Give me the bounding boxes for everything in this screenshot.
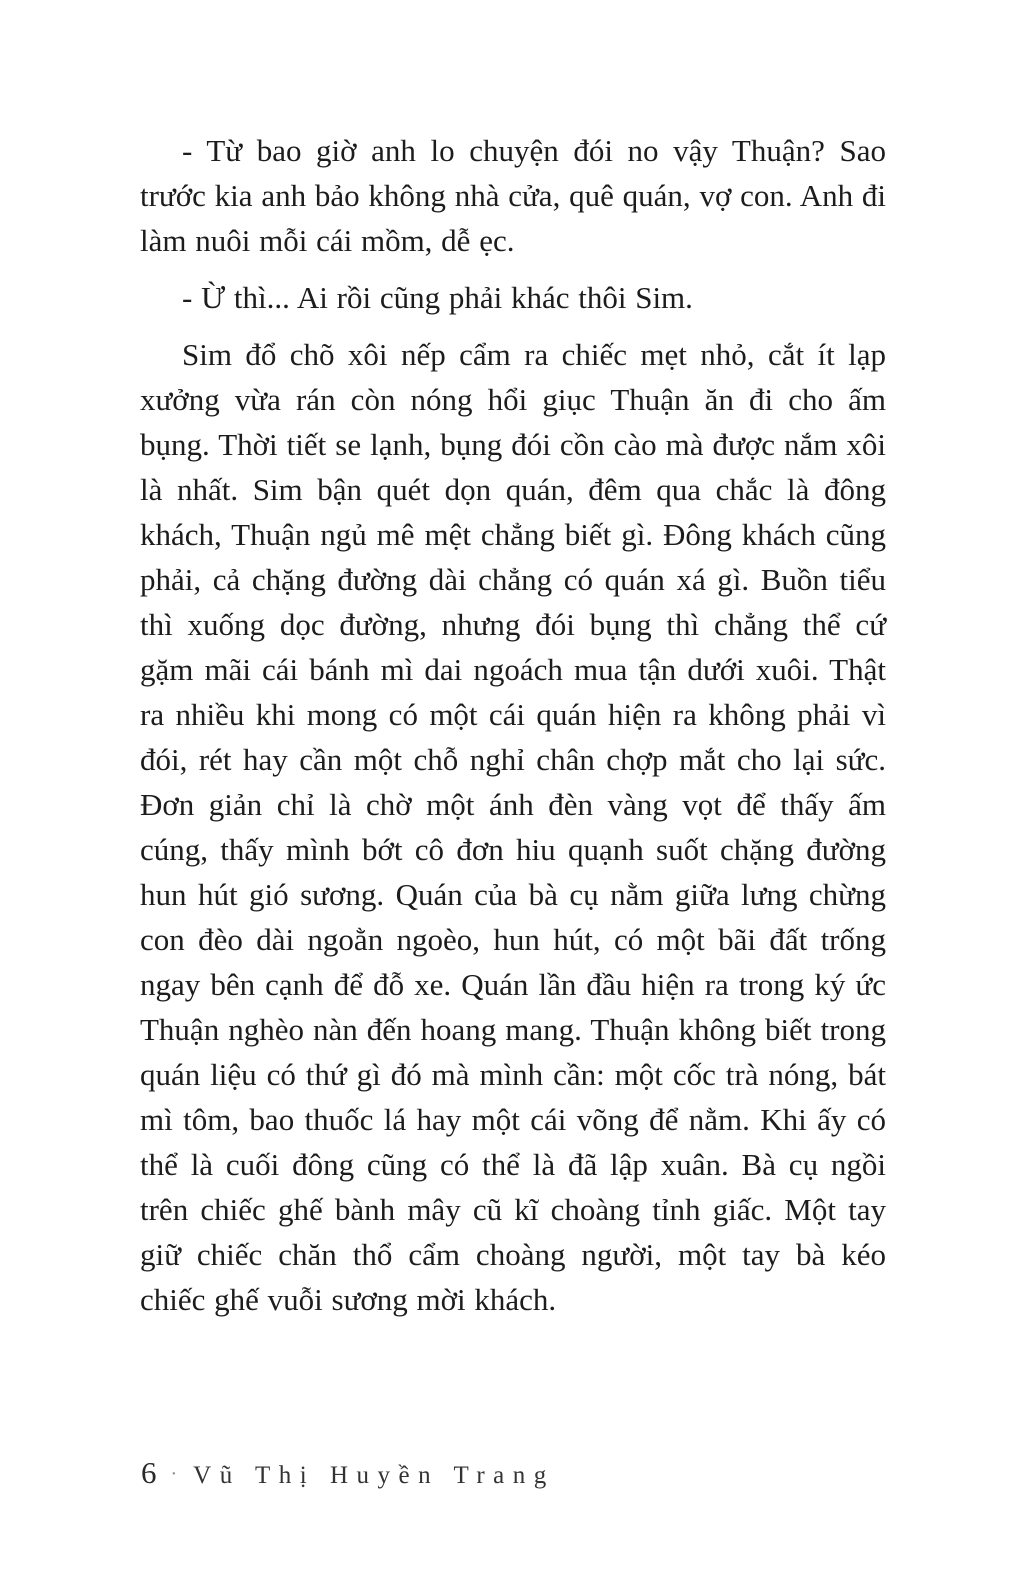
body-text-block: [140, 128, 886, 1334]
dialogue-paragraph-2: - Ừ thì... Ai rồi cũng phải khác thôi Sim.: [182, 280, 693, 315]
narrative-paragraph: Sim đổ chõ xôi nếp cẩm ra chiếc mẹt nhỏ, cắt ít lạp xưởng vừa rán còn nóng hổi giục Thuận ăn đi cho ấm bụng. Thời tiết se lạnh, bụng đói cồn cào mà được nắm xôi là nhất. Sim bận quét dọn quán, đêm qua chắc là đông khách, Thuận ngủ mê mệt chẳng biết gì. Đông khách cũng phải, cả chặng đường dài chẳng có quán xá gì. Buồn tiểu thì xuống dọc đường, nhưng đói bụng thì chẳng thể cứ gặm mãi cái bánh mì dai ngoách mua tận dưới xuôi. Thật ra nhiều khi mong có một cái quán hiện ra không phải vì đói, rét hay cần một chỗ nghỉ chân chợp mắt cho lại sức. Đơn giản chỉ là chờ một ánh đèn vàng vọt để thấy ấm cúng, thấy mình bớt cô đơn hiu quạnh suốt chặng đường hun hút gió sương. Quán của bà cụ nằm giữa lưng chừng con đèo dài ngoằn ngoèo, hun hút, có một bãi đất trống ngay bên cạnh để đỗ xe. Quán lần đầu hiện ra trong ký ức Thuận nghèo nàn đến hoang mang. Thuận không biết trong quán liệu có thứ gì đó mà mình cần: một cốc trà nóng, bát mì tôm, bao thuốc lá hay một cái võng để nằm. Khi ấy có thể là cuối đông cũng có thể là đã lập xuân. Bà cụ ngồi trên chiếc ghế bành mây cũ kĩ choàng tỉnh giấc. Một tay giữ chiếc chăn thổ cẩm choàng người, một tay bà kéo chiếc ghế vuỗi sương mời khách.: [140, 337, 886, 1317]
page-number: 6: [141, 1455, 157, 1490]
footer-separator-dot: ·: [170, 1463, 178, 1485]
page-footer: [141, 1455, 555, 1491]
dialogue-paragraph-1: - Từ bao giờ anh lo chuyện đói no vậy Thuận? Sao trước kia anh bảo không nhà cửa, quê quán, vợ con. Anh đi làm nuôi mỗi cái mồm, dễ ẹc.: [140, 133, 886, 258]
author-name: Vũ Thị Huyền Trang: [193, 1462, 555, 1489]
